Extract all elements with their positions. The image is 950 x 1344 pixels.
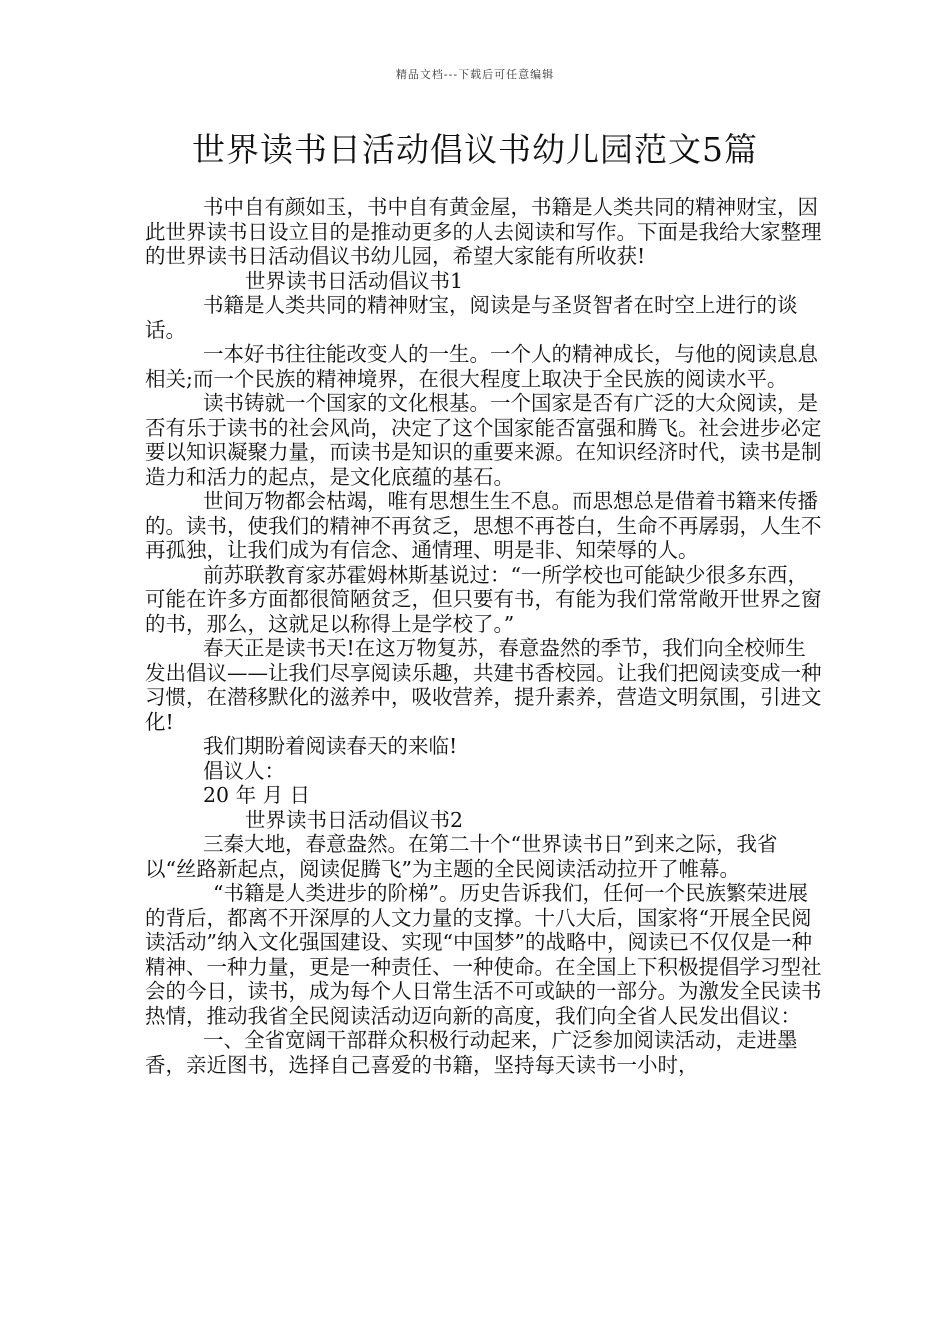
- paragraph: “书籍是人类进步的阶梯”。历史告诉我们，任何一个民族繁荣进展的背后，都离不开深厚的人文力量的支撑。十八大后，国家将“开展全民阅读活动”纳入文化强国建设、实现“中国梦”的战略中，阅读已不仅仅是一种精神、一种力量，更是一种责任、一种使命。在全国上下积极提倡学习型社会的今日，读书，成为每个人日常生活不可或缺的一部分。为激发全民读书热情，推动我省全民阅读活动迈向新的高度，我们向全省人民发出倡议：: [145, 881, 822, 1028]
- paragraph: 我们期盼着阅读春天的来临!: [203, 734, 458, 758]
- paragraph: 三秦大地，春意盎然。在第二十个“世界读书日”到来之际，我省以“丝路新起点，阅读促腾飞”为主题的全民阅读活动拉开了帷幕。: [145, 832, 778, 881]
- paragraph: 书中自有颜如玉，书中自有黄金屋，书籍是人类共同的精神财宝，因此世界读书日设立目的是推动更多的人去阅读和写作。下面是我给大家整理的世界读书日活动倡议书幼儿园，希望大家能有所收获!: [145, 195, 822, 268]
- paragraph: 春天正是读书天!在这万物复苏，春意盎然的季节，我们向全校师生发出倡议——让我们尽享阅读乐趣，共建书香校园。让我们把阅读变成一种习惯，在潜移默化的滋养中，吸收营养，提升素养，营造文明氛围，引进文化!: [145, 636, 822, 734]
- page-header: 精品文档---下载后可任意编辑: [395, 68, 555, 81]
- paragraph: 世界读书日活动倡议书1: [245, 268, 464, 293]
- paragraph: 一本好书往往能改变人的一生。一个人的精神成长，与他的阅读息息相关;而一个民族的精神境界，在很大程度上取决于全民族的阅读水平。: [145, 342, 818, 391]
- paragraph: 书籍是人类共同的精神财宝，阅读是与圣贤智者在时空上进行的谈话。: [145, 293, 798, 342]
- paragraph: 前苏联教育家苏霍姆林斯基说过：“一所学校也可能缺少很多东西，可能在许多方面都很简陋贫乏，但只要有书，有能为我们常常敞开世界之窗的书，那么，这就足以称得上是学校了。”: [145, 562, 822, 636]
- paragraph: 20 年 月 日: [203, 783, 311, 807]
- paragraph: 一、全省宽阔干部群众积极行动起来，广泛参加阅读活动，走进墨香，亲近图书，选择自己喜爱的书籍，坚持每天读书一小时，: [145, 1028, 798, 1077]
- paragraph: 读书铸就一个国家的文化根基。一个国家是否有广泛的大众阅读，是否有乐于读书的社会风尚，决定了这个国家能否富强和腾飞。社会进步必定要以知识凝聚力量，而读书是知识的重要来源。在知识经济时代，读书是制造力和活力的起点，是文化底蕴的基石。: [145, 391, 822, 489]
- document-title: 世界读书日活动倡议书幼儿园范文5篇: [192, 130, 758, 169]
- paragraph: 世间万物都会枯竭，唯有思想生生不息。而思想总是借着书籍来传播的。读书，使我们的精神不再贫乏，思想不再苍白，生命不再孱弱，人生不再孤独，让我们成为有信念、通情理、明是非、知荣辱的人。: [145, 489, 822, 562]
- paragraph: 倡议人：: [203, 758, 285, 783]
- paragraph: 世界读书日活动倡议书2: [245, 807, 464, 832]
- document-body: [145, 195, 825, 1077]
